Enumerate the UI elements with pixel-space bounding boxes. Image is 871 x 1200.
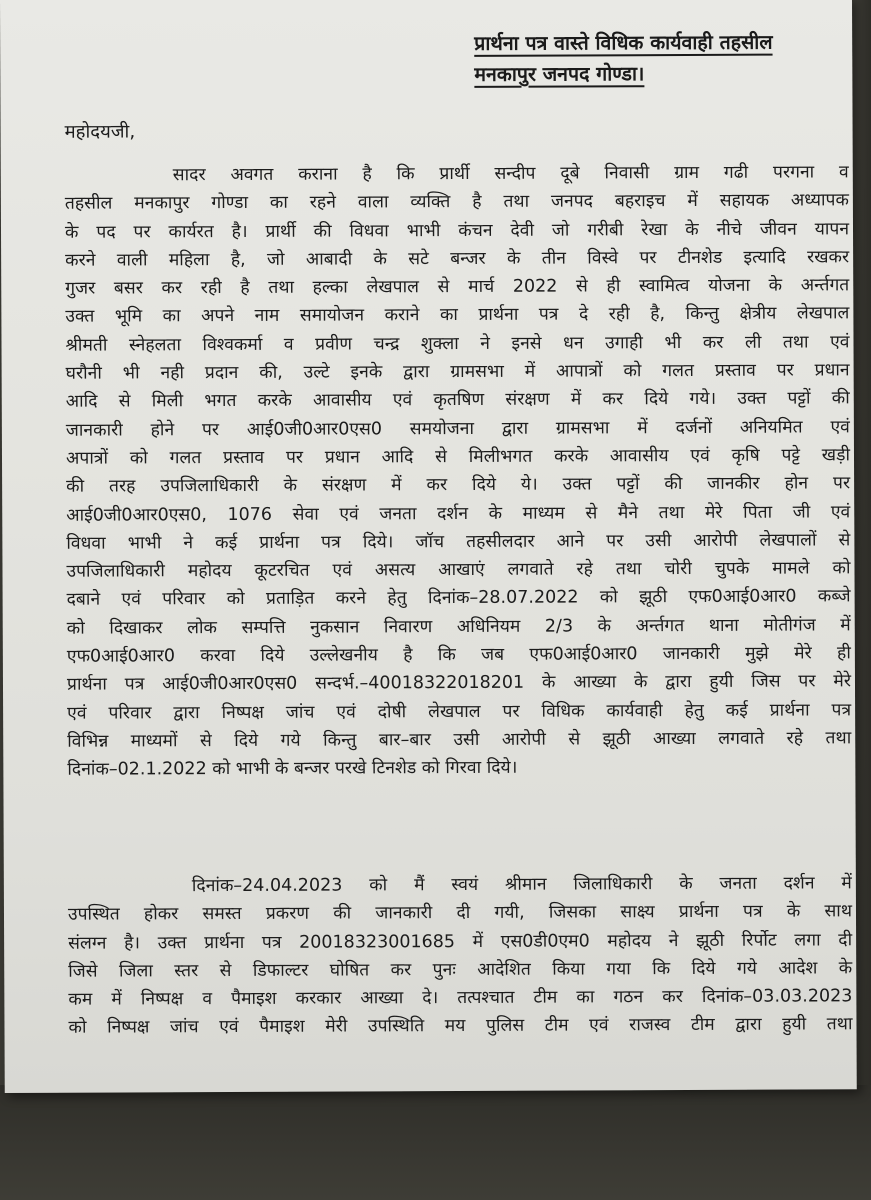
paragraph-1-line: विधवा भाभी ने कई प्रार्थना पत्र दिये। जॉच तहसीलदार आने पर उसी आरोपी लेखपालों से [66,530,851,554]
subject-line-1: प्रार्थना पत्र वास्ते विधिक कार्यवाही तहसील [474,30,773,55]
paragraph-1-line: प्रार्थना पत्र आई0जी0आर0एस0 सन्दर्भ.–40018322018201 के आख्या के द्वारा हुयी जिस पर मेरे [66,671,852,696]
paragraph-2-line: दिनांक–24.04.2023 को मैं स्वयं श्रीमान जिलाधिकारी के जनता दर्शन में [191,873,852,897]
paragraph-1-line: घरौनी भी नही प्रदान की, उल्टे इनके द्वारा ग्रामसभा में आपात्रों को गलत प्रस्ताव पर प्रधान [65,360,850,384]
paragraph-1-line: दबाने एवं परिवार को प्रताड़ित करने हेतु दिनांक–28.07.2022 को झूठी एफ0आई0आर0 कब्जे [66,586,851,611]
paragraph-1-line: को दिखाकर लोक सम्पत्ति नुकसान निवारण अधिनियम 2/3 के अर्न्तगत थाना मोतीगंज में [66,615,851,639]
paragraph-2 [68,869,853,1042]
paragraph-1-line: आदि से मिली भगत करके आवासीय एवं कृतषिण संरक्षण में कर दिये गये। उक्त पट्टों की [65,388,850,413]
paragraph-1-line: सादर अवगत कराना है कि प्रार्थी सन्दीप दूबे निवासी ग्राम गढी परगना व [172,162,849,186]
letter-subject [474,26,824,90]
paragraph-1-line: की तरह उपजिलाधिकारी के संरक्षण में कर दिये ये। उक्त पट्टों की जानकीर होन पर [66,473,851,497]
paragraph-2-line: को निष्पक्ष जांच एवं पैमाइश मेरी उपस्थिति मय पुलिस टीम एवं राजस्व टीम द्वारा हुयी तथा [68,1014,853,1039]
paragraph-1-line: उपजिलाधिकारी महोदय कूटरचित एवं असत्य आखाएं लगवाते रहे तथा चोरी चुपके मामले को [66,558,851,582]
paragraph-1-line: जानकारी होने पर आई0जी0आर0एस0 समयोजना द्वारा ग्रामसभा में दर्जनों अनियमित एवं [65,416,850,441]
paragraph-2-line: जिसे जिला स्तर से डिफाल्टर घोषित कर पुनः आदेशित किया गया कि दिये गये आदेश के [68,958,853,982]
paragraph-1-line: श्रीमती स्नेहलता विश्वकर्मा व प्रवीण चन्द्र शुक्ला ने इनसे धन उगाही भी कर ली तथा एवं [65,332,850,356]
paragraph-1-line: तहसील मनकापुर गोण्डा का रहने वाला व्यक्ति है तथा जनपद बहराइच में सहायक अध्यापक [64,190,849,215]
paragraph-1-line: दिनांक–02.1.2022 को भाभी के बन्जर परखे टिनशेड को गिरवा दिये। [67,757,518,780]
paragraph-1-line: एफ0आई0आर0 करवा दिये उल्लेखनीय है कि जब एफ0आई0आर0 जानकारी मुझे मेरे ही [66,643,851,667]
paragraph-2-line: संलग्न है। उक्त प्रार्थना पत्र 20018323001685 में एस0डी0एम0 महोदय ने झूठी रिर्पोट लगा दी [68,929,853,954]
paragraph-1-line: आई0जी0आर0एस0, 1076 सेवा एवं जनता दर्शन के माध्यम से मैने तथा मेरे पिता जी एवं [66,501,851,526]
paragraph-1-line: एवं परिवार द्वारा निष्पक्ष जांच एवं दोषी लेखपाल पर विधिक कार्यवाही हेतु कई प्रार्थना पत्र [67,699,852,724]
subject-line-2: मनकापुर जनपद गोण्डा। [474,62,645,86]
paragraph-1-line: के पद पर कार्यरत है। प्रार्थी की विधवा भाभी कंचन देवी जो गरीबी रेखा के नीचे जीवन यापन [64,218,850,243]
paragraph-1-line: विभिन्न माध्यमों से दिये गये किन्तु बार–बार उसी आरोपी से झूठी आख्या लगवाते रहे तथा [67,728,852,752]
paragraph-2-line: कम में निष्पक्ष व पैमाइश करकार आख्या दे। तत्पश्चात टीम का गठन कर दिनांक–03.03.2023 [68,986,853,1010]
paragraph-1-line: करने वाली महिला है, जो आबादी के सटे बन्जर के तीन विस्वे पर टीनशेड इत्यादि रखकर [65,247,850,271]
background-bottom [0,1085,871,1200]
salutation: महोदयजी, [64,121,136,143]
paragraph-1 [65,158,852,784]
paragraph-2-line: उपस्थित होकर समस्त प्रकरण की जानकारी दी गयी, जिसका साक्ष्य प्रार्थना पत्र के साथ [67,901,853,926]
paragraph-1-line: गुजर बसर कर रही है तथा हल्का लेखपाल से मार्च 2022 से ही स्वामित्व योजना के अर्न्तगत [65,275,850,299]
paragraph-1-line: उक्त भूमि का अपने नाम समायोजन कराने का प्रार्थना पत्र दे रही है, किन्तु क्षेत्रीय लेखपाल [65,303,850,328]
paragraph-1-line: अपात्रों को गलत प्रस्ताव पर प्रधान आदि से मिलीभगत करके आवासीय एवं कृषि पट्टे खड़ी [65,445,851,469]
